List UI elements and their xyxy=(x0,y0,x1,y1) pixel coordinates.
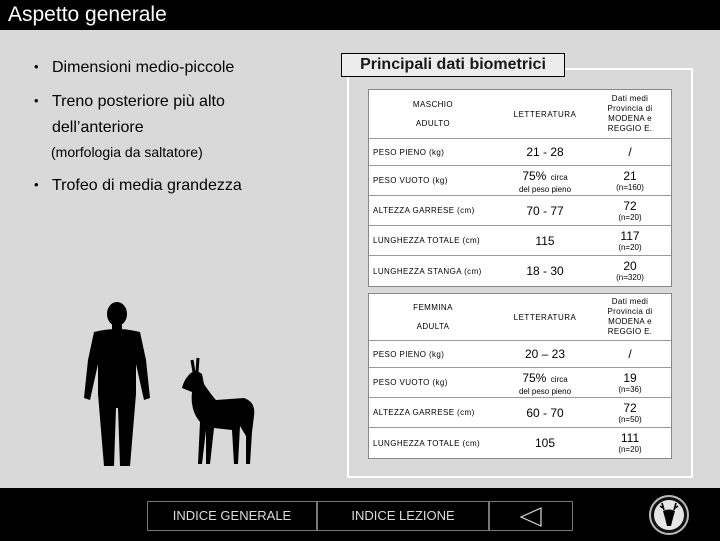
prov-line: Dati medi xyxy=(611,297,649,306)
deer-head-logo-icon xyxy=(648,494,690,536)
prov-line: Provincia di xyxy=(607,104,653,113)
literature-value: 20 – 23 xyxy=(524,347,566,361)
province-cell xyxy=(589,256,671,286)
literature-note: del peso pieno xyxy=(518,386,572,396)
province-value: / xyxy=(628,347,632,361)
table-row xyxy=(369,367,671,397)
sample-size: (n=160) xyxy=(616,182,644,192)
province-value: / xyxy=(628,145,632,159)
male-table xyxy=(368,89,672,287)
header-line: MASCHIO xyxy=(412,100,454,109)
table-header-row xyxy=(369,90,671,138)
province-cell xyxy=(589,196,671,225)
province-value: 117 xyxy=(620,228,640,243)
bullet-text: Trofeo di media grandezza xyxy=(52,177,242,194)
row-label: LUNGHEZZA TOTALE (cm) xyxy=(373,438,481,448)
indice-generale-button[interactable]: INDICE GENERALE xyxy=(147,501,317,531)
province-value: 20 xyxy=(623,259,637,273)
bullet-item: • Dimensioni medio-piccole xyxy=(34,59,235,76)
province-cell xyxy=(589,341,671,367)
province-value: 111 xyxy=(620,431,640,445)
row-label: PESO VUOTO (kg) xyxy=(373,176,448,185)
bullet-item: • Trofeo di media grandezza xyxy=(34,177,242,194)
row-label: ALTEZZA GARRESE (cm) xyxy=(373,408,475,417)
literature-cell xyxy=(501,166,589,195)
bullet-text: Treno posteriore più alto xyxy=(52,93,225,110)
table-row xyxy=(369,255,671,286)
table-row xyxy=(369,397,671,427)
bullet-subtext: (morfologia da saltatore) xyxy=(51,144,203,160)
header-line: ADULTA xyxy=(416,322,450,331)
column-header-literature: LETTERATURA xyxy=(513,109,577,119)
table-row xyxy=(369,225,671,255)
province-value: 72 xyxy=(623,198,637,213)
row-label: PESO VUOTO (kg) xyxy=(373,378,448,387)
literature-cell xyxy=(501,139,589,165)
literature-value: 18 - 30 xyxy=(526,264,564,278)
table-row xyxy=(369,165,671,195)
literature-value: 105 xyxy=(534,436,556,450)
bullet-item: • Treno posteriore più alto xyxy=(34,93,225,110)
literature-value: 60 - 70 xyxy=(526,405,564,420)
bullet-text: Dimensioni medio-piccole xyxy=(52,59,235,76)
province-cell xyxy=(589,139,671,165)
table-row xyxy=(369,195,671,225)
sample-size: (n=320) xyxy=(616,273,644,282)
literature-cell xyxy=(501,226,589,255)
bullet-continuation: dell’anteriore xyxy=(52,119,144,136)
province-value: 19 xyxy=(623,370,637,385)
literature-note: circa xyxy=(550,172,568,182)
header-line: ADULTO xyxy=(415,119,451,128)
header-line: FEMMINA xyxy=(413,303,453,312)
province-cell xyxy=(589,226,671,255)
sample-size: (n=50) xyxy=(618,414,642,424)
literature-cell xyxy=(501,368,589,397)
literature-cell xyxy=(501,398,589,427)
literature-value: 70 - 77 xyxy=(526,203,564,218)
sample-size: (n=20) xyxy=(618,445,642,454)
province-cell xyxy=(589,368,671,397)
female-table xyxy=(368,293,672,459)
province-value: 21 xyxy=(623,168,637,183)
table-row xyxy=(369,427,671,458)
indice-lezione-button[interactable]: INDICE LEZIONE xyxy=(317,501,489,531)
roe-deer-silhouette-icon xyxy=(168,356,260,468)
literature-value: 75% xyxy=(522,370,547,385)
table-header-row xyxy=(369,294,671,340)
table-header-sex xyxy=(373,90,493,138)
prov-line: Dati medi xyxy=(611,94,649,103)
column-header-province xyxy=(589,294,671,340)
human-silhouette-icon xyxy=(72,298,162,470)
literature-note: del peso pieno xyxy=(518,184,572,194)
literature-cell xyxy=(501,256,589,286)
province-cell xyxy=(589,428,671,458)
prov-line: REGGIO E. xyxy=(607,124,653,133)
prov-line: REGGIO E. xyxy=(607,327,653,336)
column-header-literature: LETTERATURA xyxy=(513,312,577,322)
biometrics-title: Principali dati biometrici xyxy=(341,53,565,77)
back-button[interactable] xyxy=(489,501,573,531)
literature-note: circa xyxy=(550,374,568,384)
literature-cell xyxy=(501,428,589,458)
column-header-province xyxy=(589,90,671,138)
literature-cell xyxy=(501,341,589,367)
sample-size: (n=20) xyxy=(618,212,642,222)
prov-line: MODENA e xyxy=(608,114,652,123)
row-label: PESO PIENO (kg) xyxy=(373,349,445,359)
sample-size: (n=36) xyxy=(618,384,642,394)
literature-value: 21 - 28 xyxy=(526,145,564,159)
prov-line: MODENA e xyxy=(608,317,652,326)
page-title: Aspetto generale xyxy=(8,3,167,26)
table-row xyxy=(369,138,671,165)
province-cell xyxy=(589,398,671,427)
table-header-sex xyxy=(373,294,493,340)
province-value: 72 xyxy=(623,400,637,415)
row-label: ALTEZZA GARRESE (cm) xyxy=(373,206,475,215)
title-bar xyxy=(0,0,720,30)
triangle-left-icon xyxy=(519,507,543,527)
literature-value: 115 xyxy=(535,233,555,248)
province-cell xyxy=(589,166,671,195)
row-label: LUNGHEZZA TOTALE (cm) xyxy=(373,236,481,245)
row-label: PESO PIENO (kg) xyxy=(373,147,445,157)
literature-value: 75% xyxy=(522,168,547,183)
literature-cell xyxy=(501,196,589,225)
table-row xyxy=(369,340,671,367)
sample-size: (n=20) xyxy=(618,242,642,252)
row-label: LUNGHEZZA STANGA (cm) xyxy=(373,266,482,276)
prov-line: Provincia di xyxy=(607,307,653,316)
